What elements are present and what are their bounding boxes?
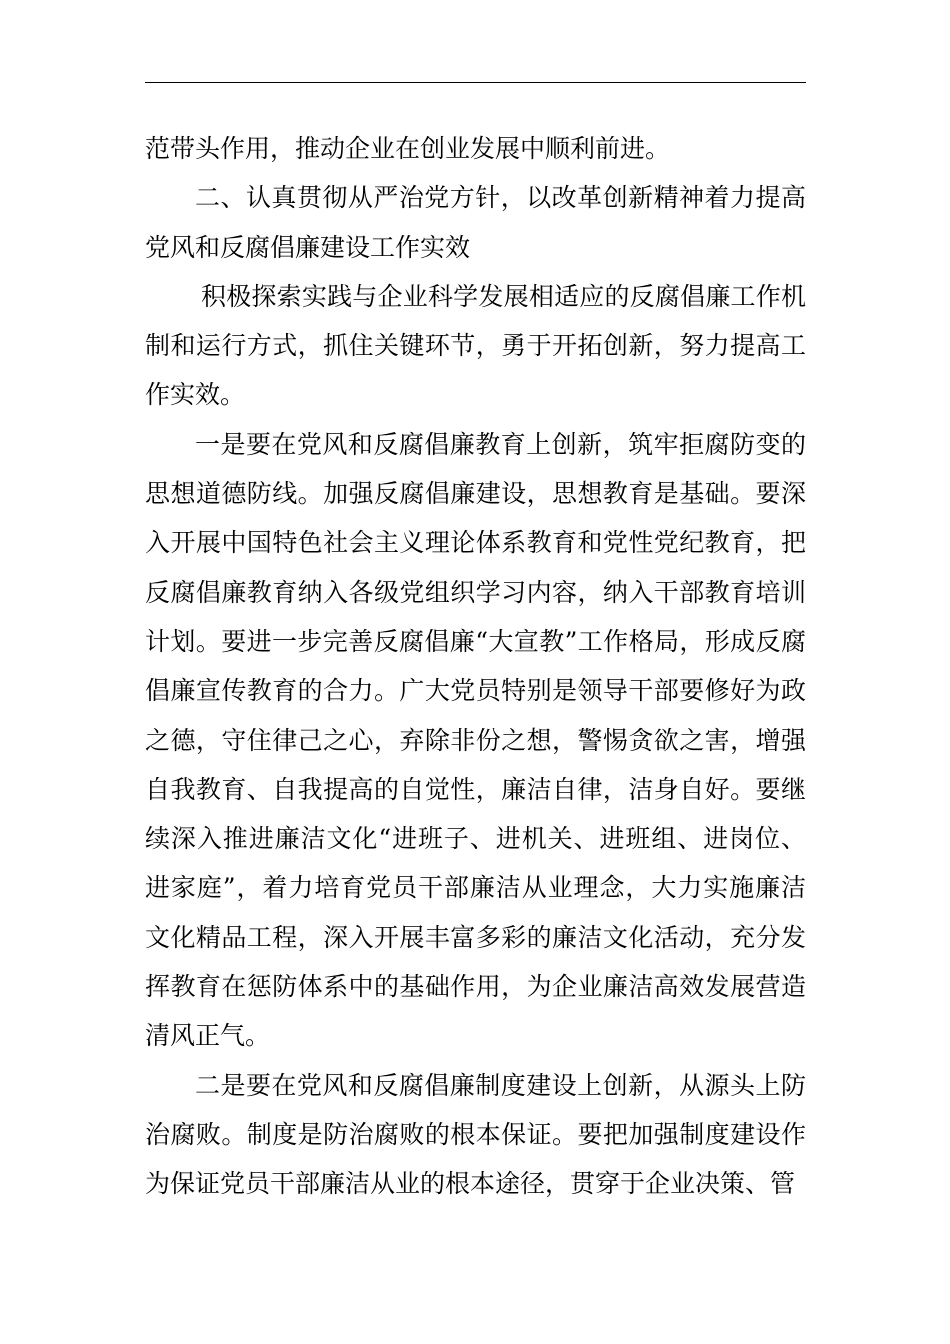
paragraph-education: 一是要在党风和反腐倡廉教育上创新，筑牢拒腐防变的思想道德防线。加强反腐倡廉建设，思想教育是基础。要深入开展中国特色社会主义理论体系教育和党性党纪教育，把反腐倡廉教育纳入各级党组织学习内容，纳入干部教育培训计划。要进一步完善反腐倡廉“大宣教”工作格局，形成反腐倡廉宣传教育的合力。广大党员特别是领导干部要修好为政之德，守住律己之心，弃除非份之想，警惕贪欲之害，增强自我教育、自我提高的自觉性，廉洁自律，洁身自好。要继续深入推进廉洁文化“进班子、进机关、进班组、进岗位、进家庭”，着力培育党员干部廉洁从业理念，大力实施廉洁文化精品工程，深入开展丰富多彩的廉洁文化活动，充分发挥教育在惩防体系中的基础作用，为企业廉洁高效发展营造清风正气。 (145, 429, 806, 1051)
document-body (145, 124, 806, 1209)
paragraph-continuation: 范带头作用，推动企业在创业发展中顺利前进。 (145, 134, 671, 163)
paragraph-system-building: 二是要在党风和反腐倡廉制度建设上创新，从源头上防治腐败。制度是防治腐败的根本保证。要把加强制度建设作为保证党员干部廉洁从业的根本途径，贯穿于企业决策、管 (145, 1070, 806, 1199)
paragraph-intro: 积极探索实践与企业科学发展相适应的反腐倡廉工作机制和运行方式，抓住关键环节，勇于开拓创新，努力提高工作实效。 (145, 281, 806, 410)
header-rule (145, 82, 806, 83)
section-heading: 二、认真贯彻从严治党方针，以改革创新精神着力提高党风和反腐倡廉建设工作实效 (145, 183, 806, 262)
